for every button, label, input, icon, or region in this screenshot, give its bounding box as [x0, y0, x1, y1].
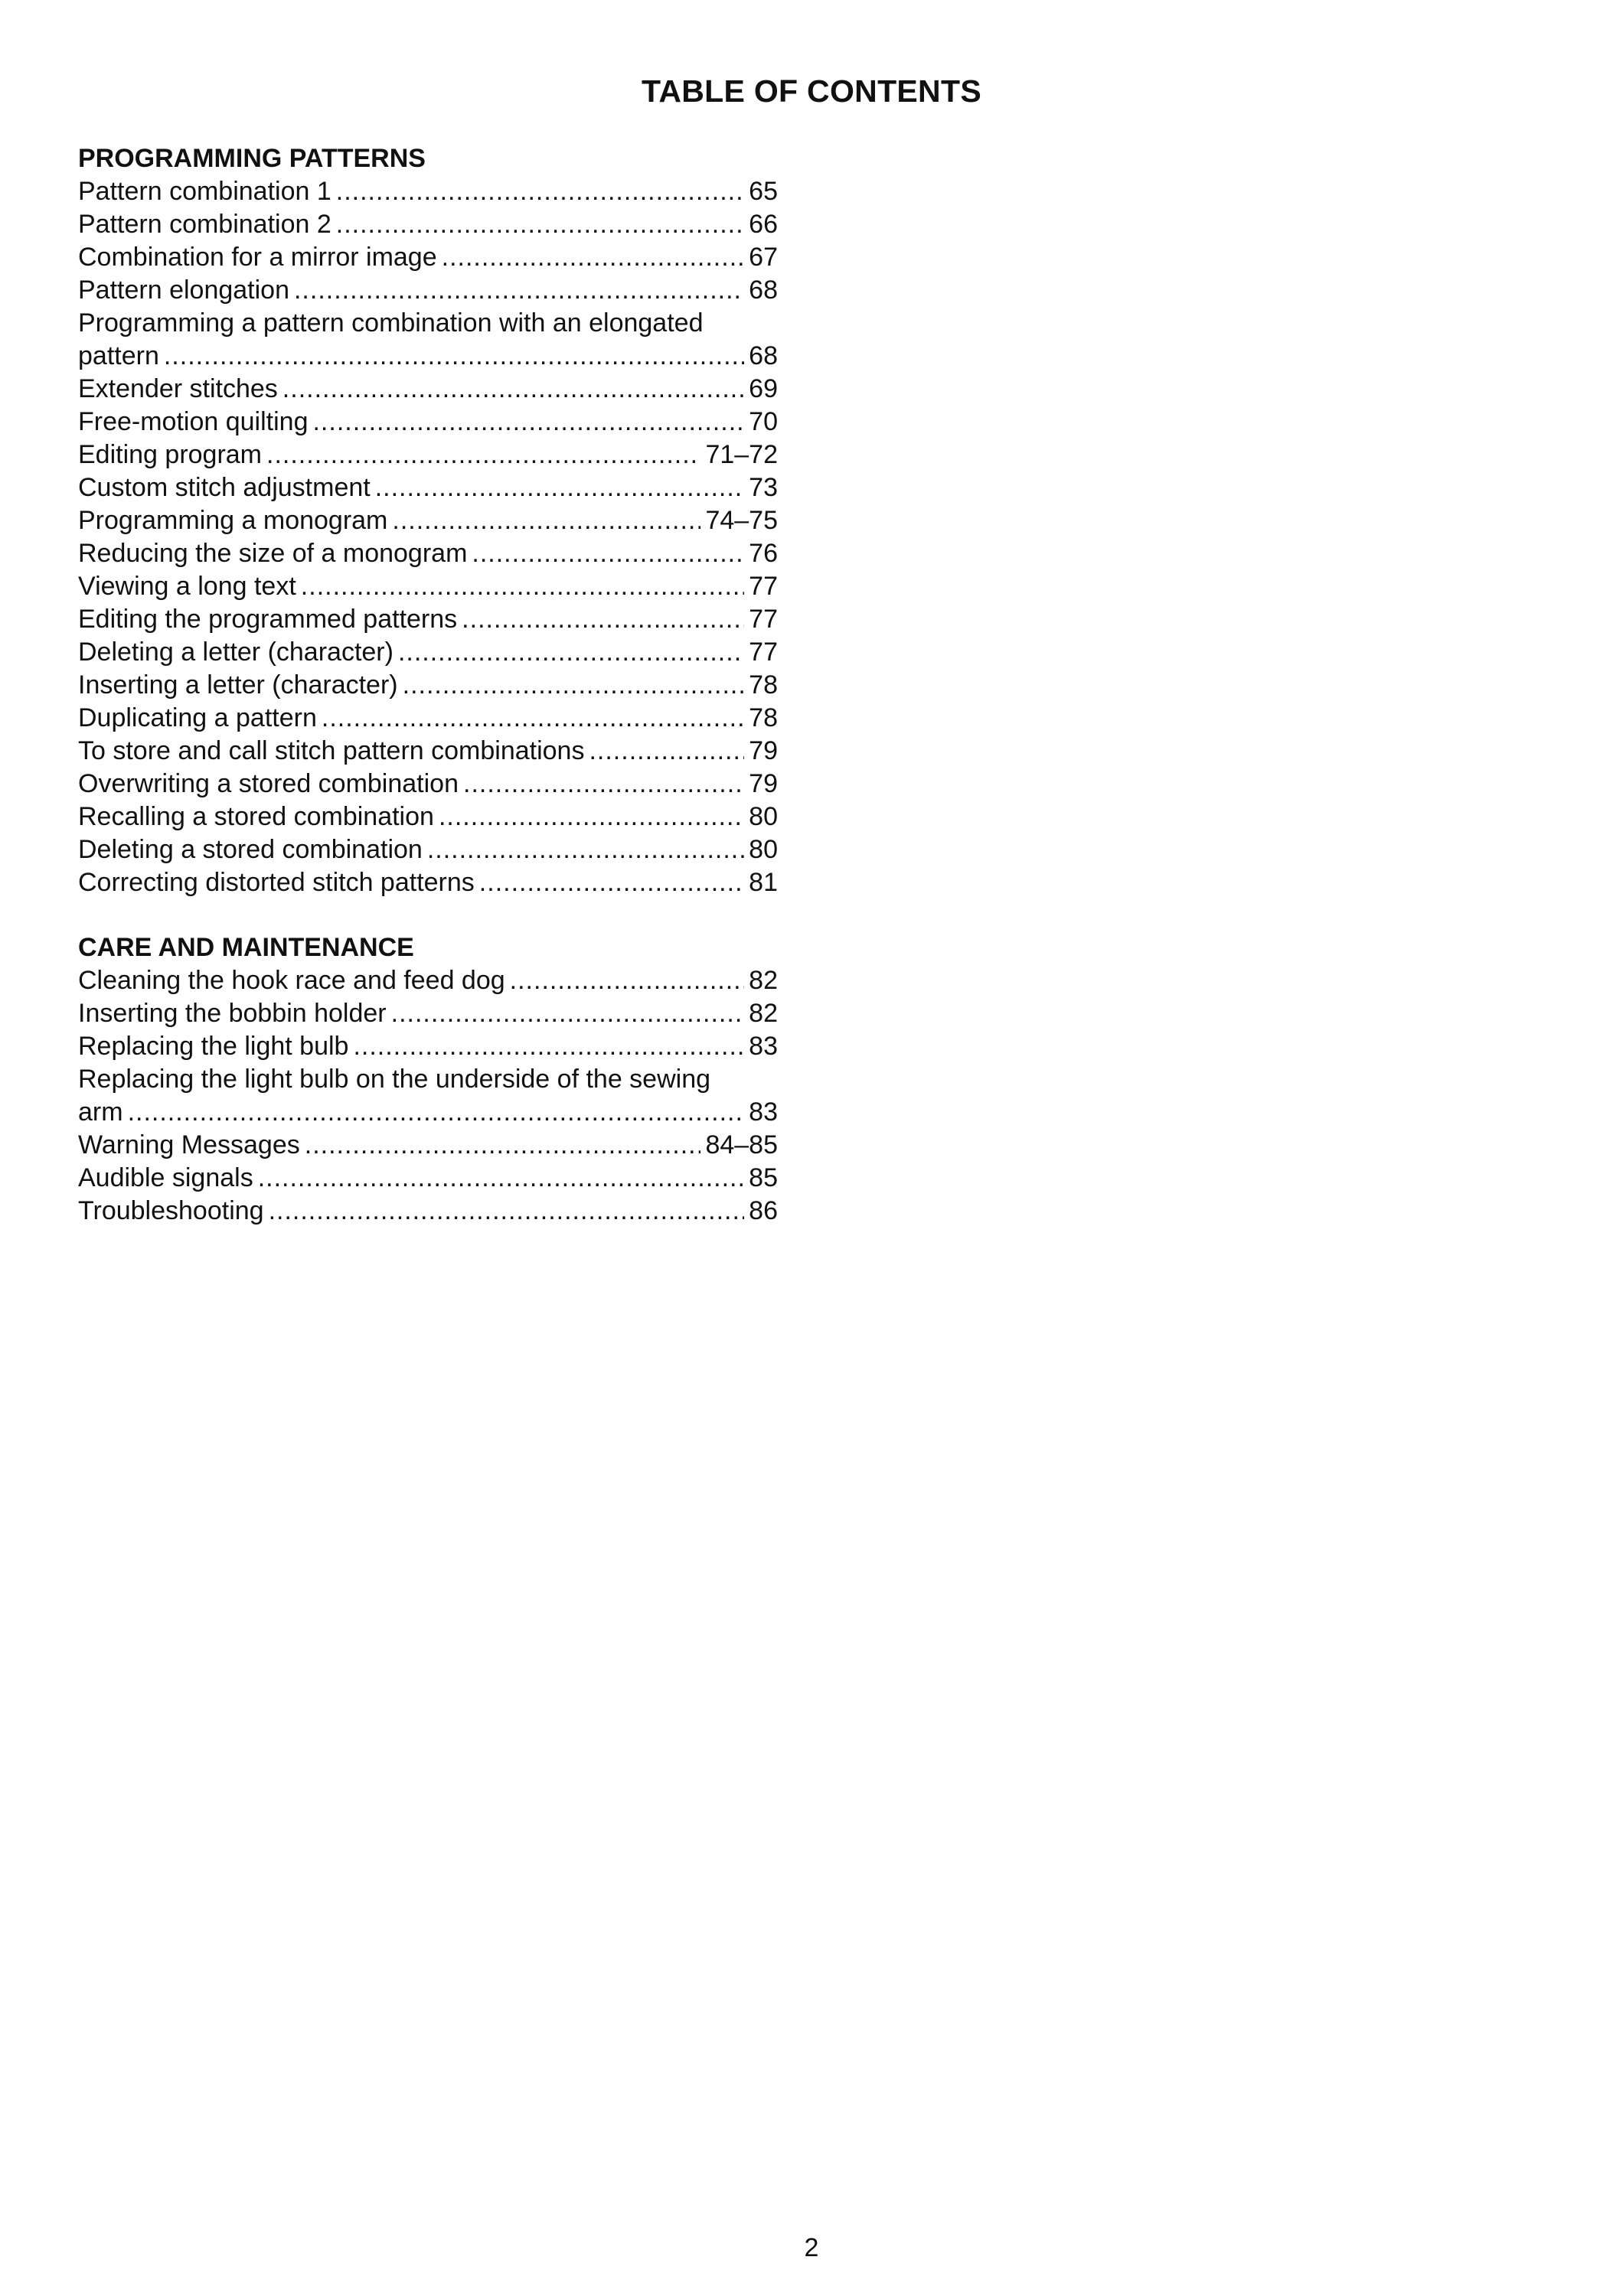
dot-leader — [336, 208, 744, 241]
toc-entry-title: Recalling a stored combination — [78, 802, 434, 831]
dot-leader — [510, 964, 745, 997]
toc-entry[interactable] — [78, 1129, 778, 1162]
toc-entry-title: Free-motion quilting — [78, 407, 309, 436]
toc-entry[interactable] — [78, 801, 778, 833]
toc-entry-title: Extender stitches — [78, 374, 278, 403]
toc-entry-page: 78 — [749, 670, 778, 700]
dot-leader — [128, 1096, 745, 1129]
toc-entry-page: 71–72 — [705, 440, 778, 469]
dot-leader — [442, 241, 745, 274]
toc-entry-title: Overwriting a stored combination — [78, 769, 459, 798]
toc-entry-page: 80 — [749, 835, 778, 864]
section-heading: CARE AND MAINTENANCE — [78, 933, 414, 962]
toc-entry[interactable] — [78, 208, 778, 241]
toc-entry-page: 73 — [749, 473, 778, 502]
toc-section — [78, 142, 778, 899]
toc-entry-page: 67 — [749, 243, 778, 272]
toc-entry-title: Inserting the bobbin holder — [78, 999, 387, 1028]
toc-entry-title: Pattern combination 2 — [78, 210, 331, 239]
toc-entry[interactable] — [78, 964, 778, 997]
toc-entry-page: 79 — [749, 736, 778, 765]
toc-entry-title: arm — [78, 1097, 123, 1127]
table-of-contents — [78, 142, 778, 1228]
toc-entry-title: Pattern elongation — [78, 276, 289, 305]
dot-leader — [439, 801, 744, 833]
toc-entry-title: Cleaning the hook race and feed dog — [78, 966, 505, 995]
section-heading: PROGRAMMING PATTERNS — [78, 144, 426, 173]
toc-entry[interactable] — [78, 1162, 778, 1195]
toc-entry-page: 74–75 — [705, 506, 778, 535]
toc-entry-title: pattern — [78, 341, 159, 370]
toc-entry[interactable] — [78, 702, 778, 735]
toc-entry-page: 65 — [749, 177, 778, 206]
dot-leader — [266, 439, 700, 471]
toc-entry-title: Replacing the light bulb — [78, 1032, 349, 1061]
toc-entry-page: 69 — [749, 374, 778, 403]
dot-leader — [462, 603, 744, 636]
toc-entry-title: Deleting a stored combination — [78, 835, 423, 864]
toc-entry-title: Pattern combination 1 — [78, 177, 331, 206]
toc-entry[interactable] — [78, 373, 778, 406]
toc-entry[interactable] — [78, 537, 778, 570]
toc-entry-page: 80 — [749, 802, 778, 831]
dot-leader — [336, 175, 744, 208]
dot-leader — [472, 537, 744, 570]
toc-entry[interactable] — [78, 636, 778, 669]
toc-entry[interactable] — [78, 175, 778, 208]
dot-leader — [463, 768, 744, 801]
dot-leader — [294, 274, 744, 307]
toc-entry-title: Deleting a letter (character) — [78, 638, 394, 667]
dot-leader — [398, 636, 744, 669]
dot-leader — [427, 833, 744, 866]
toc-entry-page: 76 — [749, 539, 778, 568]
toc-entry[interactable] — [78, 768, 778, 801]
toc-entry[interactable] — [78, 570, 778, 603]
toc-entry-title-line1: Replacing the light bulb on the underside of the sewing — [78, 1065, 711, 1094]
dot-leader — [391, 997, 745, 1030]
toc-entry-page: 83 — [749, 1097, 778, 1127]
toc-entry-title: Reducing the size of a monogram — [78, 539, 468, 568]
dot-leader — [282, 373, 744, 406]
dot-leader — [403, 669, 745, 702]
toc-entry-title: Editing the programmed patterns — [78, 605, 458, 634]
toc-section — [78, 931, 778, 1228]
toc-entry[interactable] — [78, 1030, 778, 1063]
dot-leader — [312, 406, 744, 439]
toc-entry[interactable] — [78, 833, 778, 866]
toc-entry-page: 85 — [749, 1163, 778, 1192]
toc-entry-page: 84–85 — [705, 1130, 778, 1159]
toc-entry-title: Custom stitch adjustment — [78, 473, 371, 502]
toc-entry-page: 77 — [749, 638, 778, 667]
toc-entry[interactable] — [78, 504, 778, 537]
dot-leader — [353, 1030, 744, 1063]
toc-entry-title: Programming a monogram — [78, 506, 388, 535]
dot-leader — [305, 1129, 701, 1162]
toc-entry-page: 68 — [749, 276, 778, 305]
toc-entry-page: 81 — [749, 868, 778, 897]
toc-entry-page: 86 — [749, 1196, 778, 1225]
toc-entry-title: Editing program — [78, 440, 263, 469]
toc-entry-title: Combination for a mirror image — [78, 243, 437, 272]
dot-leader — [164, 340, 744, 373]
toc-entry[interactable] — [78, 471, 778, 504]
toc-entry[interactable] — [78, 735, 778, 768]
toc-entry[interactable] — [78, 1195, 778, 1228]
dot-leader — [589, 735, 744, 768]
toc-entry[interactable] — [78, 274, 778, 307]
dot-leader — [269, 1195, 745, 1228]
toc-entry-page: 70 — [749, 407, 778, 436]
toc-entry-page: 77 — [749, 572, 778, 601]
toc-entry[interactable] — [78, 603, 778, 636]
toc-entry-page: 83 — [749, 1032, 778, 1061]
toc-entry-title: Viewing a long text — [78, 572, 296, 601]
toc-entry-title: Inserting a letter (character) — [78, 670, 398, 700]
toc-entry-title: Warning Messages — [78, 1130, 300, 1159]
toc-entry-title: To store and call stitch pattern combinations — [78, 736, 585, 765]
toc-entry-title: Troubleshooting — [78, 1196, 264, 1225]
toc-entry-title: Correcting distorted stitch patterns — [78, 868, 475, 897]
dot-leader — [322, 702, 744, 735]
toc-entry[interactable] — [78, 241, 778, 274]
toc-entry-page: 68 — [749, 341, 778, 370]
toc-entry[interactable] — [78, 307, 778, 373]
page-title: TABLE OF CONTENTS — [642, 73, 981, 109]
toc-entry-page: 82 — [749, 999, 778, 1028]
toc-entry-title: Duplicating a pattern — [78, 703, 317, 732]
toc-entry[interactable] — [78, 669, 778, 702]
toc-entry-page: 82 — [749, 966, 778, 995]
dot-leader — [479, 866, 744, 899]
toc-entry-title-line1: Programming a pattern combination with an elongated — [78, 308, 704, 338]
dot-leader — [392, 504, 700, 537]
toc-entry-page: 79 — [749, 769, 778, 798]
toc-entry[interactable] — [78, 866, 778, 899]
toc-entry[interactable] — [78, 439, 778, 471]
toc-entry-page: 77 — [749, 605, 778, 634]
dot-leader — [301, 570, 744, 603]
page-number: 2 — [804, 2233, 819, 2262]
toc-entry[interactable] — [78, 406, 778, 439]
dot-leader — [258, 1162, 744, 1195]
dot-leader — [375, 471, 744, 504]
toc-entry-page: 78 — [749, 703, 778, 732]
toc-entry[interactable] — [78, 997, 778, 1030]
toc-entry[interactable] — [78, 1063, 778, 1129]
toc-entry-page: 66 — [749, 210, 778, 239]
toc-entry-title: Audible signals — [78, 1163, 253, 1192]
